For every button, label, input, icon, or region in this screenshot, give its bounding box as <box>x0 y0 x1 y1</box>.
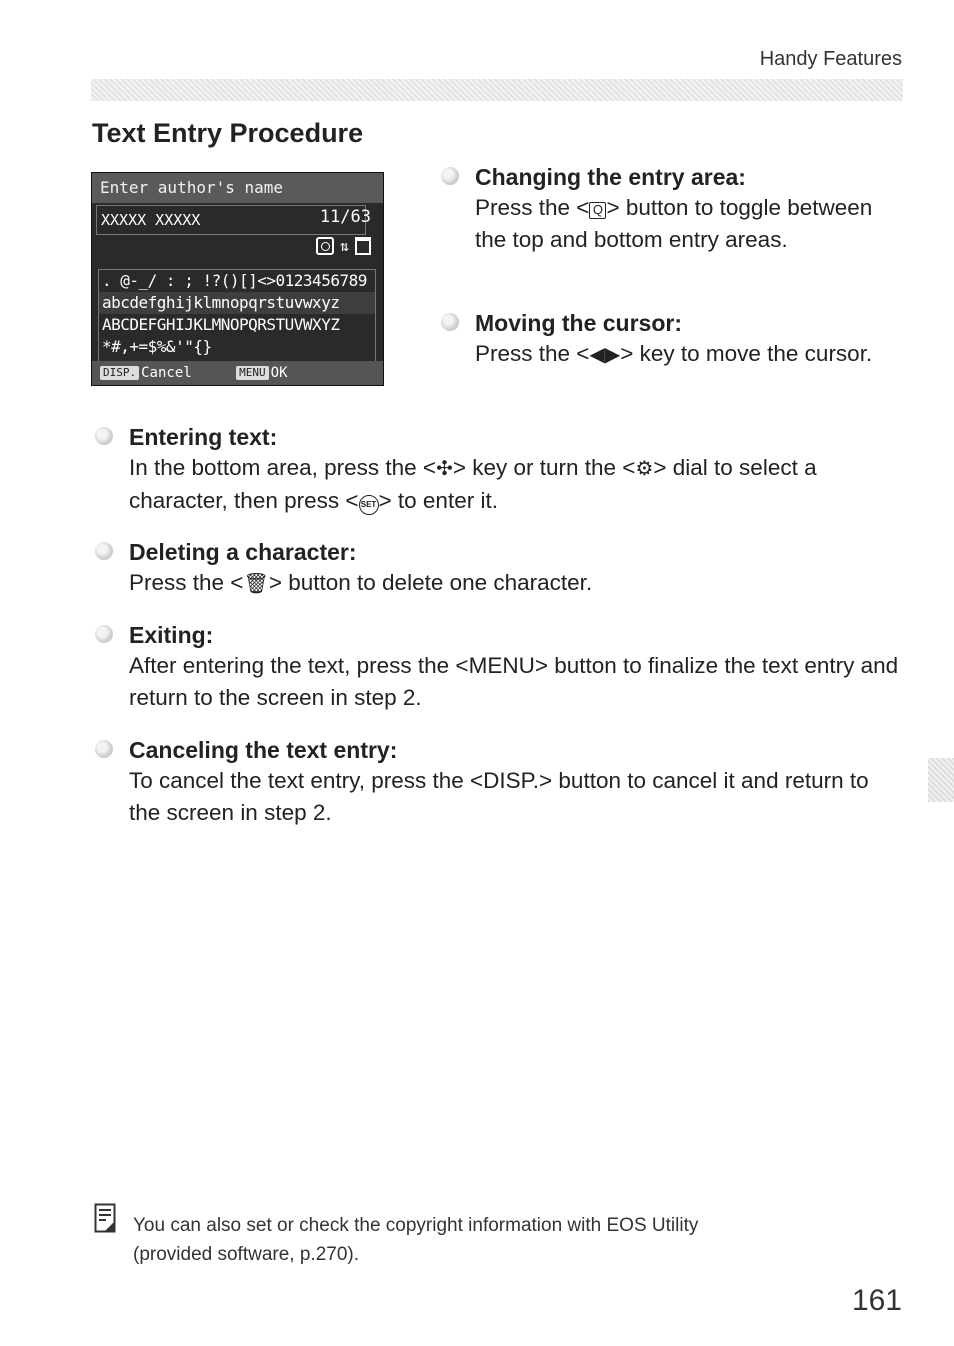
screen-char-count: 11/63 <box>319 207 371 227</box>
screen-bottom-bar <box>92 361 384 385</box>
running-head: Handy Features <box>759 48 902 70</box>
erase-button-icon: 🗑 <box>243 573 269 595</box>
item-deleting <box>95 537 901 600</box>
quick-control-icon <box>316 237 334 255</box>
item-text: Press the < Q > button to toggle between the top and bottom entry areas. <box>475 195 873 252</box>
item-moving-cursor <box>441 308 901 371</box>
bullet-icon <box>95 625 113 643</box>
screen-input-box: XXXXX XXXXX <box>96 205 366 235</box>
item-title: Changing the entry area: <box>475 164 746 190</box>
note-text <box>133 1211 698 1269</box>
chapter-side-tab <box>928 758 954 802</box>
screen-title: Enter author's name <box>92 173 384 203</box>
left-right-key-icon: ◀▶ <box>589 344 621 366</box>
item-title: Deleting a character: <box>129 539 357 565</box>
item-changing-area <box>441 162 901 256</box>
grid-row: ABCDEFGHIJKLMNOPQRSTUVWXYZ <box>102 315 340 334</box>
grid-row: . @-_/ : ; !?()[]<>0123456789 <box>102 271 367 290</box>
item-text: Press the <🗑> button to delete one character. <box>129 570 593 595</box>
bullet-icon <box>95 427 113 445</box>
ok-label: OK <box>270 365 288 381</box>
screen-icons <box>316 237 371 255</box>
disp-key-label: DISP. <box>100 366 139 380</box>
header-band <box>91 79 903 101</box>
bullet-icon <box>95 542 113 560</box>
item-text: Press the <◀▶> key to move the cursor. <box>475 341 873 366</box>
note-line: (provided software, p.270). <box>133 1244 360 1265</box>
bullet-icon <box>441 313 459 331</box>
grid-row: abcdefghijklmnopqrstuvwxyz <box>99 292 375 314</box>
camera-screen-image <box>91 172 384 386</box>
item-text: In the bottom area, press the <✣> key or turn the <⚙> dial to select a character, then press < SET> to enter it. <box>129 455 817 513</box>
toggle-arrow-icon: ⇅ <box>339 237 349 255</box>
screen-char-grid <box>98 269 376 363</box>
note-icon <box>94 1203 116 1233</box>
bullet-icon <box>441 167 459 185</box>
bullet-icon <box>95 740 113 758</box>
item-title: Canceling the text entry: <box>129 737 398 763</box>
item-title: Moving the cursor: <box>475 310 683 336</box>
item-exiting <box>95 620 901 714</box>
item-entering-text <box>95 422 901 517</box>
q-button-icon: Q <box>589 202 606 219</box>
cancel-label: Cancel <box>141 365 192 381</box>
item-title: Exiting: <box>129 622 214 648</box>
trash-icon <box>355 237 371 255</box>
cross-keys-icon: ✣ <box>436 458 453 480</box>
disp-key-text: DISP. <box>483 768 540 793</box>
item-title: Entering text: <box>129 424 278 450</box>
set-button-icon: SET <box>359 495 379 515</box>
grid-row: *#,+=$%&'"{} <box>102 337 212 356</box>
main-dial-icon: ⚙ <box>635 458 654 480</box>
page-number: 161 <box>851 1284 902 1317</box>
note-line: You can also set or check the copyright information with EOS Utility <box>133 1215 699 1236</box>
menu-key-label: MENU <box>236 366 269 380</box>
item-canceling <box>95 735 901 829</box>
item-text: To cancel the text entry, press the <DISP.> button to cancel it and return to the screen in step 2. <box>129 768 869 825</box>
section-title: Text Entry Procedure <box>92 118 364 148</box>
menu-key-text: MENU <box>468 653 535 678</box>
item-text: After entering the text, press the <MENU> button to finalize the text entry and return to the screen in step 2. <box>129 653 899 710</box>
